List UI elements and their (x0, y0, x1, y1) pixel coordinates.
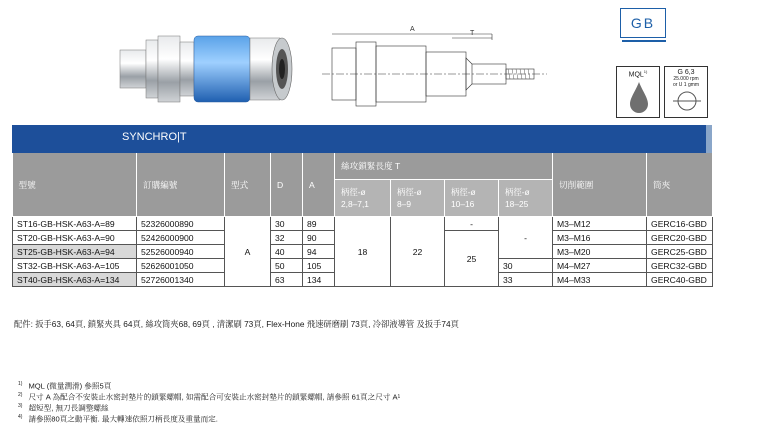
droplet-icon (617, 78, 661, 114)
balance-label: G 6,3 (677, 69, 695, 76)
header-shank-3: 柄徑-ø 10–16 (445, 180, 499, 217)
cell-cutting-range: M4–M33 (553, 273, 647, 287)
footnote: $^{1)}$ MQL (微量潤滑) 參照5頁 (18, 381, 112, 391)
cell-collet: GERC25-GBD (647, 245, 713, 259)
balance-gmm: or U 1 gmm (672, 82, 700, 88)
dimension-a-label: A (410, 26, 415, 33)
header-thread-length: 絲攻鎖緊長度 T (335, 153, 553, 180)
dimension-t-label: T (470, 30, 475, 37)
cell-model: ST32-GB-HSK-A63-A=105 (13, 259, 137, 273)
technical-drawing (322, 14, 547, 119)
cell-t-shank2: 22 (391, 217, 445, 287)
cell-model: ST20-GB-HSK-A63-A=90 (13, 231, 137, 245)
cell-collet: GERC20-GBD (647, 231, 713, 245)
header-shank-4: 柄徑-ø 18–25 (499, 180, 553, 217)
cell-cutting-range: M3–M16 (553, 231, 647, 245)
footnotes (18, 380, 400, 424)
cell-t-shank3-dash: - (445, 217, 499, 231)
cell-d: 63 (271, 273, 303, 287)
gb-badge: GB (620, 8, 666, 38)
cell-collet: GERC40-GBD (647, 273, 713, 287)
header-d: D (271, 153, 303, 217)
cell-a: 89 (303, 217, 335, 231)
cell-a: 90 (303, 231, 335, 245)
cell-d: 40 (271, 245, 303, 259)
cell-d: 32 (271, 231, 303, 245)
series-header-bar (12, 125, 712, 153)
cell-collet: GERC32-GBD (647, 259, 713, 273)
header-shank-1: 柄徑-ø 2,8–7,1 (335, 180, 391, 217)
cell-cutting-range: M4–M27 (553, 259, 647, 273)
mql-icon (616, 66, 660, 118)
balance-rpm: 25.000 rpm (673, 76, 699, 82)
balance-quality-icon (664, 66, 708, 118)
cell-t-shank1: 18 (335, 217, 391, 287)
footnote: $^{3)}$ 超短型, 無刀長調整螺絲 (18, 402, 109, 413)
cell-model: ST16-GB-HSK-A63-A=89 (13, 217, 137, 231)
header-order-no: 訂購編號 (137, 153, 225, 217)
cell-type: A (225, 217, 271, 287)
header-cutting-range: 切削範圍 (553, 153, 647, 217)
cell-a: 105 (303, 259, 335, 273)
gb-badge-underline (622, 40, 666, 42)
series-header-bar-cap (706, 125, 712, 153)
mql-footnote-ref: 1) (643, 69, 648, 74)
accessories-note: 配件: 扳手63, 64頁, 鎖緊夾具 64頁, 絲攻筒夾68, 69頁 , 清潔刷 73頁, Flex-Hone 飛速研磨刷 73頁, 冷卻液導管 及扳手74頁 (14, 319, 459, 329)
cell-order-no: 52726001340 (137, 273, 225, 287)
cell-t-shank4-dash: - (499, 217, 553, 259)
header-a: A (303, 153, 335, 217)
cell-d: 30 (271, 217, 303, 231)
tool-holder-illustration (110, 12, 320, 122)
cell-a: 134 (303, 273, 335, 287)
cell-cutting-range: M3–M20 (553, 245, 647, 259)
cell-model: ST40-GB-HSK-A63-A=134 (13, 273, 137, 287)
header-shank-2: 柄徑-ø 8–9 (391, 180, 445, 217)
cell-order-no: 52426000900 (137, 231, 225, 245)
table-row (13, 217, 713, 231)
cell-t-shank4: 33 (499, 273, 553, 287)
cell-t-shank3: 25 (445, 231, 499, 287)
cell-d: 50 (271, 259, 303, 273)
cell-collet: GERC16-GBD (647, 217, 713, 231)
footnote: $^{2)}$ 尺寸 A 為配合不安裝止水密封墊片的鎖緊螺帽, 如需配合可安裝止水密封墊片的鎖緊螺帽, 請參照 61頁之尺寸 A¹ (18, 391, 401, 402)
cell-model: ST25-GB-HSK-A63-A=94 (13, 245, 137, 259)
cell-cutting-range: M3–M12 (553, 217, 647, 231)
series-title: SYNCHRO|T (122, 131, 187, 143)
cell-order-no: 52326000890 (137, 217, 225, 231)
balance-icon (665, 88, 709, 114)
footnote: $^{4)}$ 請參照80頁之動平衡. 最大轉速依照刀柄長度及重量而定. (18, 413, 218, 424)
cell-order-no: 52526000940 (137, 245, 225, 259)
header-type: 型式 (225, 153, 271, 217)
header-collet: 筒夾 (647, 153, 713, 217)
mql-label: MQL (628, 71, 644, 79)
spec-table (12, 153, 713, 287)
header-model: 型號 (13, 153, 137, 217)
cell-a: 94 (303, 245, 335, 259)
cell-t-shank4: 30 (499, 259, 553, 273)
cell-order-no: 52626001050 (137, 259, 225, 273)
